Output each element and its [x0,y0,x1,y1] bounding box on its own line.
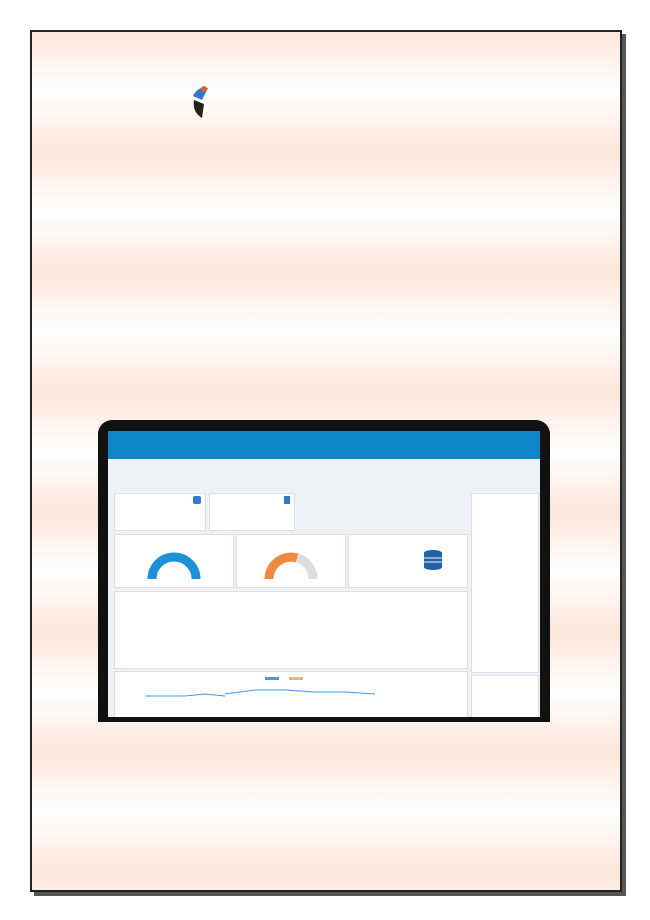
top-available-panel [471,675,539,717]
roles-chart [115,592,467,668]
capacity-card [348,534,468,588]
top-utilized-panel [471,493,539,673]
utilization-by-types-card [114,671,468,717]
projects-card [209,493,295,531]
document-icon [284,496,290,504]
dashboard-navbar [108,431,540,459]
resource-card [114,493,206,531]
utilization-by-roles-card [114,591,468,669]
logo-mark-icon [190,82,220,126]
utilization-card [114,534,234,588]
availability-card [236,534,346,588]
utilization-gauge-icon [115,535,233,587]
availability-gauge-icon [237,535,345,587]
user-icon [193,496,201,504]
dashboard-screen [108,431,540,717]
types-chart [115,672,467,717]
dashboard-screenshot [98,420,550,722]
logo [190,82,470,128]
database-icon [423,549,443,571]
